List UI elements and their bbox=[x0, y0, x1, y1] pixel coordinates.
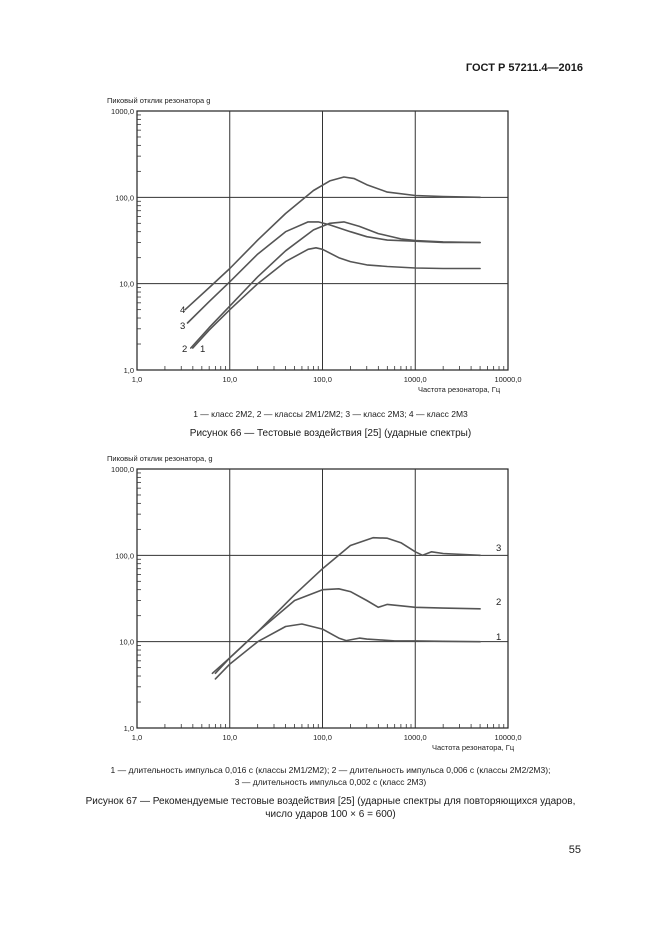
y-tick-label: 1,0 bbox=[123, 366, 134, 375]
series-line-2 bbox=[212, 589, 480, 674]
curve-label-4: 4 bbox=[180, 305, 186, 316]
x-tick-label: 1000,0 bbox=[403, 733, 427, 742]
x-tick-label: 1,0 bbox=[131, 375, 143, 384]
curve-label-1: 1 bbox=[200, 344, 206, 355]
x-tick-label: 10,0 bbox=[222, 733, 238, 742]
y-tick-label: 1,0 bbox=[123, 724, 134, 733]
x-tick-label: 10,0 bbox=[222, 375, 238, 384]
x-tick-label: 1,0 bbox=[131, 733, 143, 742]
x-tick-label: 10000,0 bbox=[494, 733, 522, 742]
figure-66-legend: 1 — класс 2М2, 2 — классы 2М1/2М2; 3 — класс 2М3; 4 — класс 2М3 bbox=[193, 409, 468, 419]
curve-label-2: 2 bbox=[496, 597, 502, 608]
x-axis-title: Частота резонатора, Гц bbox=[418, 385, 501, 394]
y-tick-label: 10,0 bbox=[119, 279, 134, 289]
y-tick-label: 10,0 bbox=[119, 637, 134, 647]
series-line-1 bbox=[215, 624, 480, 679]
curve-label-1: 1 bbox=[496, 632, 502, 643]
y-axis-title: Пиковый отклик резонатора, g bbox=[107, 454, 213, 463]
figure-66-title: Рисунок 66 — Тестовые воздействия [25] (ударные спектры) bbox=[189, 428, 472, 439]
x-tick-label: 100,0 bbox=[313, 375, 332, 384]
series-line-3 bbox=[215, 538, 480, 674]
y-tick-label: 100,0 bbox=[115, 193, 134, 203]
y-axis-title: Пиковый отклик резонатора g bbox=[107, 96, 211, 105]
figure-67-title-line2: число ударов 100 × 6 = 600) bbox=[265, 809, 396, 820]
x-tick-label: 100,0 bbox=[313, 733, 332, 742]
x-axis-title: Частота резонатора, Гц bbox=[432, 743, 515, 752]
figure-67-legend-line2: 3 — длительность импульса 0,002 с (класс 2М3) bbox=[234, 777, 427, 787]
y-tick-label: 100,0 bbox=[115, 551, 134, 561]
figure-67-title-line1: Рисунок 67 — Рекомендуемые тестовые воздействия [25] (ударные спектры для повторяющихся ударов, bbox=[85, 796, 576, 807]
x-tick-label: 1000,0 bbox=[403, 375, 427, 384]
standard-header: ГОСТ Р 57211.4—2016 bbox=[465, 62, 583, 74]
figure-67-legend-line1: 1 — длительность импульса 0,016 с (классы 2М1/2М2); 2 — длительность импульса 0,006 с (классы 2М2/2М3); bbox=[110, 765, 551, 775]
curve-label-3: 3 bbox=[180, 321, 186, 332]
y-tick-label: 1000,0 bbox=[111, 107, 134, 116]
curve-label-3: 3 bbox=[496, 543, 502, 554]
y-tick-label: 1000,0 bbox=[111, 465, 134, 474]
x-tick-label: 10000,0 bbox=[494, 375, 522, 384]
page-number: 55 bbox=[568, 844, 581, 856]
curve-label-2: 2 bbox=[182, 344, 188, 355]
